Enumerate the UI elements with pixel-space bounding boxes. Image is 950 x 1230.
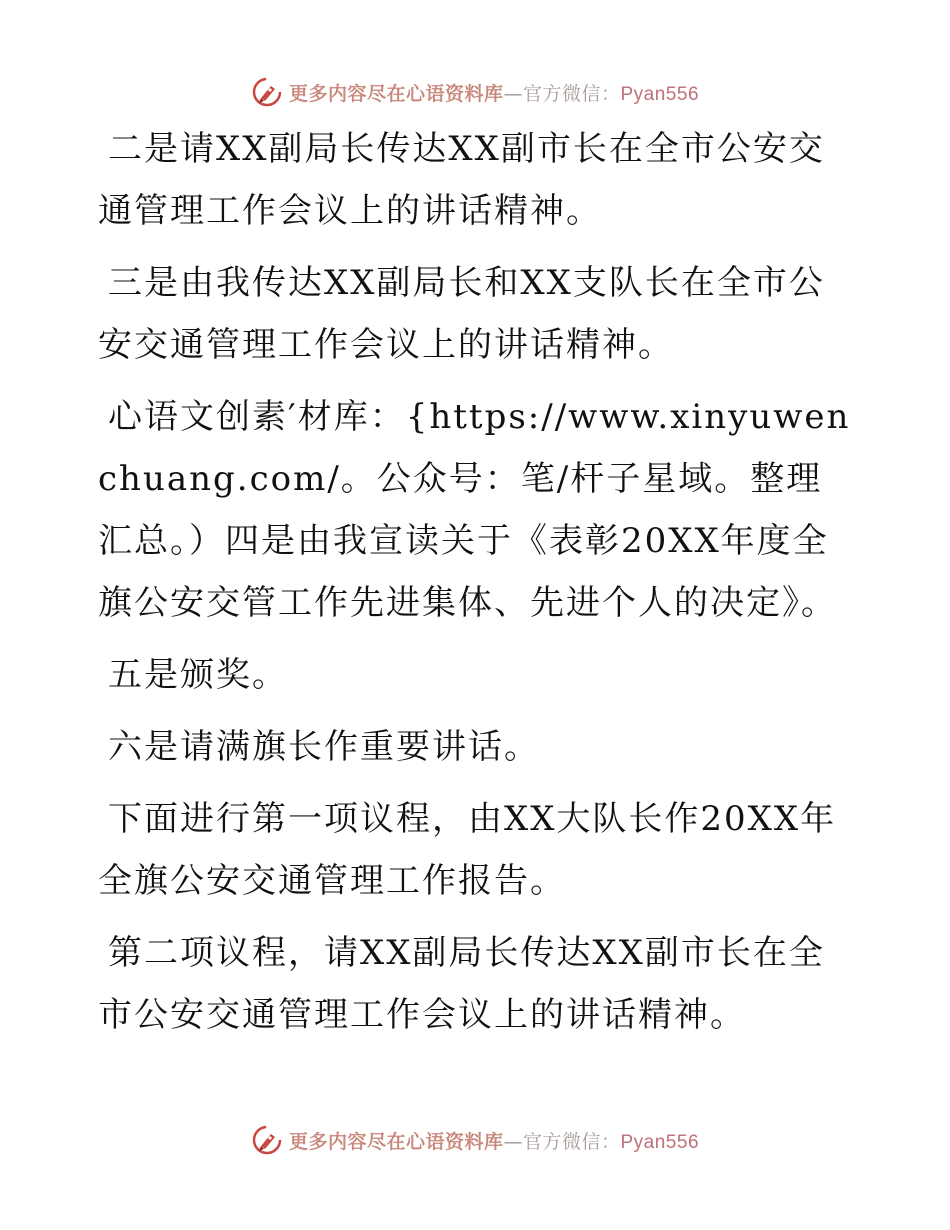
paragraph: 五是颁奖。 — [108, 655, 288, 695]
document-body — [98, 118, 858, 1056]
footer-banner-inner — [251, 1124, 699, 1156]
footer-banner-wechat-label: 官方微信： — [522, 1130, 621, 1153]
header-banner-wechat-label: 官方微信： — [522, 82, 621, 105]
paragraph: 二是请XX副局长传达XX副市长在全市公安交通管理工作会议上的讲话精神。 — [98, 129, 825, 231]
paragraph: 下面进行第一项议程，由XX大队长作20XX年全旗公安交通管理工作报告。 — [98, 799, 837, 901]
footer-banner — [0, 1120, 950, 1160]
pen-nib-logo-icon — [251, 76, 283, 108]
paragraph: 第二项议程，请XX副局长传达XX副市长在全市公安交通管理工作会议上的讲话精神。 — [98, 933, 825, 1035]
header-banner-main: 更多内容尽在心语资料库 — [288, 82, 504, 105]
footer-banner-dash: — — [503, 1130, 523, 1153]
footer-banner-text — [289, 1127, 699, 1154]
paragraph: 心语文创素′材库：{https://www.xinyuwenchuang.com/。公众号：笔/杆子星域。整理汇总。）四是由我宣读关于《表彰20XX年度全旗公安交管工作先进集体、先进个人的决定》。 — [98, 397, 851, 623]
header-banner-inner — [251, 76, 699, 108]
paragraph: 三是由我传达XX副局长和XX支队长在全市公安交通管理工作会议上的讲话精神。 — [98, 263, 825, 365]
footer-banner-main: 更多内容尽在心语资料库 — [288, 1130, 504, 1153]
header-banner-dash: — — [503, 82, 523, 105]
footer-banner-wechat-id: Pyan556 — [620, 1131, 700, 1153]
paragraph: 六是请满旗长作重要讲话。 — [108, 727, 540, 767]
pen-nib-logo-icon — [251, 1124, 283, 1156]
header-banner-text — [289, 79, 699, 106]
header-banner-wechat-id: Pyan556 — [620, 83, 700, 105]
header-banner — [0, 72, 950, 112]
